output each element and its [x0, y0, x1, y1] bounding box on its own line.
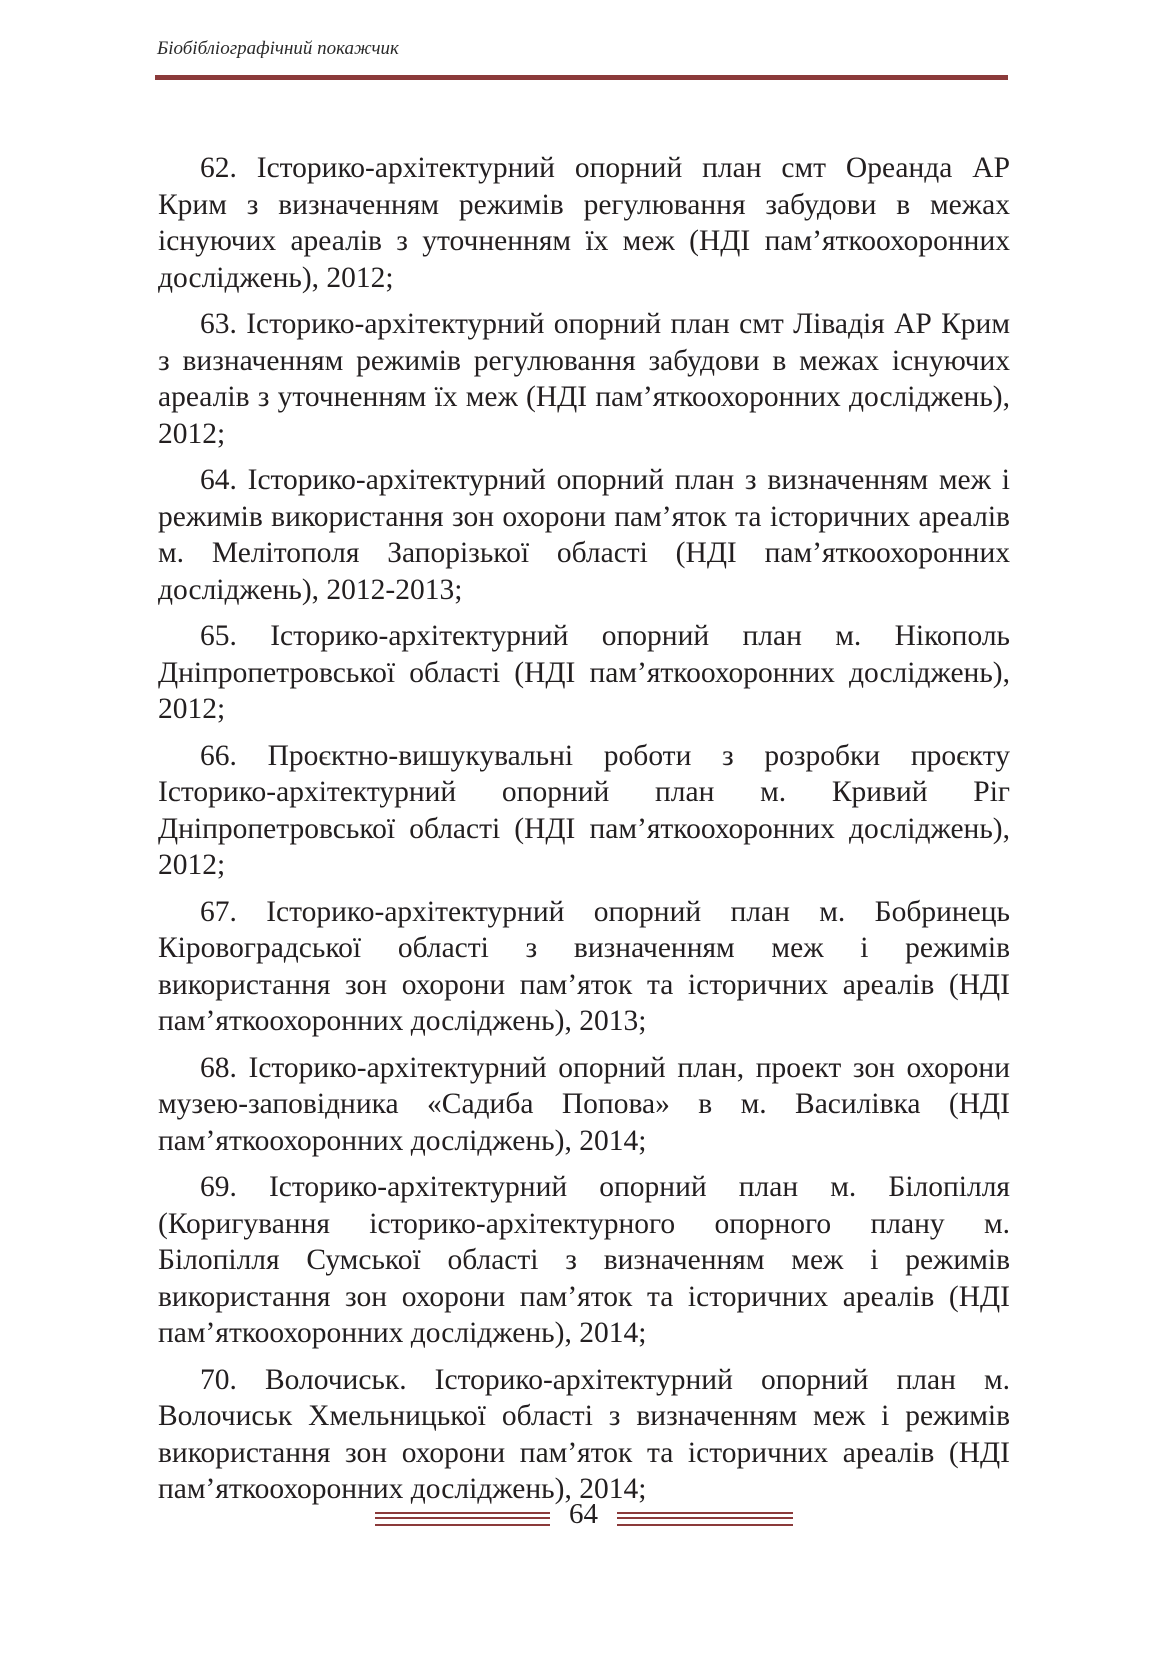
footer-rule-right: [617, 1512, 793, 1526]
bibliography-entry-68: 68. Історико-архітектурний опорний план, проект зон охорони музею-заповідника «Садиба Попова» в м. Василівка (НДІ пам’яткоохоронних досліджень), 2014;: [158, 1051, 1010, 1157]
bibliography-entry-64: 64. Історико-архітектурний опорний план з визначенням меж і режимів використання зон охорони пам’яток та історичних ареалів м. Мелітополя Запорізької області (НДІ пам’яткоохоронних досліджень), 2012-2013;: [158, 464, 1010, 606]
page-number: 64: [569, 1498, 598, 1530]
bibliography-entry-70: 70. Волочиськ. Історико-архітектурний опорний план м. Волочиськ Хмельницької області з визначенням меж і режимів використання зон охорони пам’яток та історичних ареалів (НДІ пам’яткоохоронних досліджень), 2014;: [158, 1363, 1010, 1505]
page-footer: [0, 1498, 1166, 1538]
bibliography-list: [158, 150, 1010, 1518]
bibliography-entry-67: 67. Історико-архітектурний опорний план м. Бобринець Кіровоградської області з визначенням меж і режимів використання зон охорони пам’яток та історичних ареалів (НДІ пам’яткоохоронних досліджень), 2013;: [158, 895, 1010, 1037]
bibliography-entry-63: 63. Історико-архітектурний опорний план смт Лівадія АР Крим з визначенням режимів регулювання забудови в межах існуючих ареалів з уточненням їх меж (НДІ пам’яткоохоронних досліджень), 2012;: [158, 308, 1010, 450]
running-header: Біобібліографічний покажчик: [157, 38, 399, 59]
bibliography-entry-69: 69. Історико-архітектурний опорний план м. Білопілля (Коригування історико-архітектурного опорного плану м. Білопілля Сумської області з визначенням меж і режимів використання зон охорони пам’яток та історичних ареалів (НДІ пам’яткоохоронних досліджень), 2014;: [158, 1171, 1010, 1349]
footer-rule-left: [375, 1512, 550, 1526]
bibliography-entry-65: 65. Історико-архітектурний опорний план м. Нікополь Дніпропетровської області (НДІ пам’яткоохоронних досліджень), 2012;: [158, 620, 1010, 725]
bibliography-entry-62: 62. Історико-архітектурний опорний план смт Ореанда АР Крим з визначенням режимів регулювання забудови в межах існуючих ареалів з уточненням їх меж (НДІ пам’яткоохоронних досліджень), 2012;: [158, 152, 1010, 294]
header-rule: [155, 75, 1008, 80]
bibliography-entry-66: 66. Проєктно-вишукувальні роботи з розробки проєкту Історико-архітектурний опорний план м. Кривий Ріг Дніпропетровської області (НДІ пам’яткоохоронних досліджень), 2012;: [158, 739, 1010, 881]
